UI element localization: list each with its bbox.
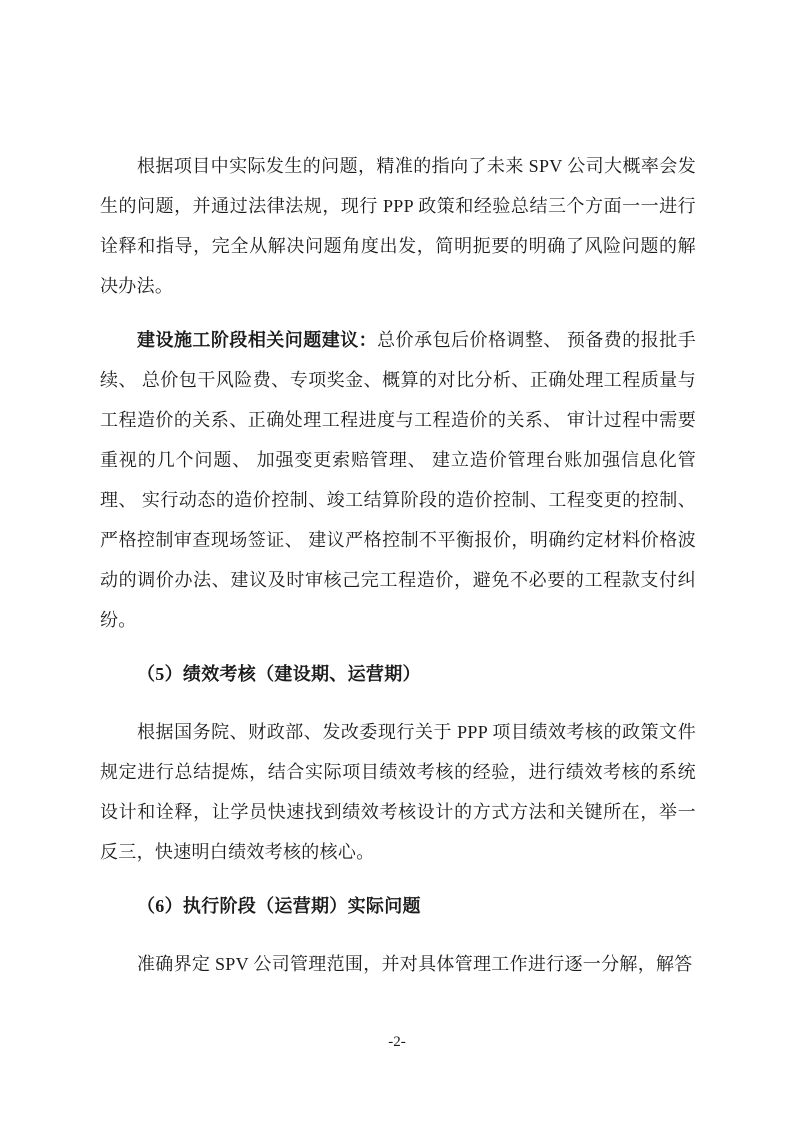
paragraph-execution-stage: 准确界定 SPV 公司管理范围，并对具体管理工作进行逐一分解，解答 bbox=[137, 954, 693, 974]
heading-performance-assessment: （5）绩效考核（建设期、运营期） bbox=[137, 664, 421, 684]
paragraph-risk-solutions: 根据项目中实际发生的问题，精准的指向了未来 SPV 公司大概率会发生的问题，并通过法律法规，现行 PPP 政策和经验总结三个方面一一进行诠释和指导，完全从解决问题角度出发，简明扼要的明确了风险问题的解决办法。 bbox=[100, 156, 696, 296]
paragraph-construction-stage-suggestions bbox=[100, 320, 696, 640]
heading-execution-stage: （6）执行阶段（运营期）实际问题 bbox=[137, 896, 421, 916]
document-content bbox=[100, 146, 696, 998]
paragraph-lead-bold: 建设施工阶段相关问题建议： bbox=[137, 330, 378, 350]
page-number: -2- bbox=[388, 1034, 406, 1050]
paragraph-body-text: 总价承包后价格调整、 预备费的报批手续、 总价包干风险费、专项奖金、概算的对比分析、正确处理工程质量与工程造价的关系、正确处理工程进度与工程造价的关系、 审计过程中需要重视的几个问题、 加强变更索赔管理、 建立造价管理台账加强信息化管理、 实行动态的造价控制、竣工结算阶段的造价控制、工程变更的控制、严格控制审查现场签证、 建议严格控制不平衡报价，明确约定材料价格波动的调价办法、建议及时审核己完工程造价，避免不必要的工程款支付纠纷。 bbox=[100, 330, 696, 630]
paragraph-performance-assessment: 根据国务院、财政部、发改委现行关于 PPP 项目绩效考核的政策文件规定进行总结提炼，结合实际项目绩效考核的经验，进行绩效考核的系统设计和诠释，让学员快速找到绩效考核设计的方式方法和关键所在，举一反三，快速明白绩效考核的核心。 bbox=[100, 722, 696, 862]
